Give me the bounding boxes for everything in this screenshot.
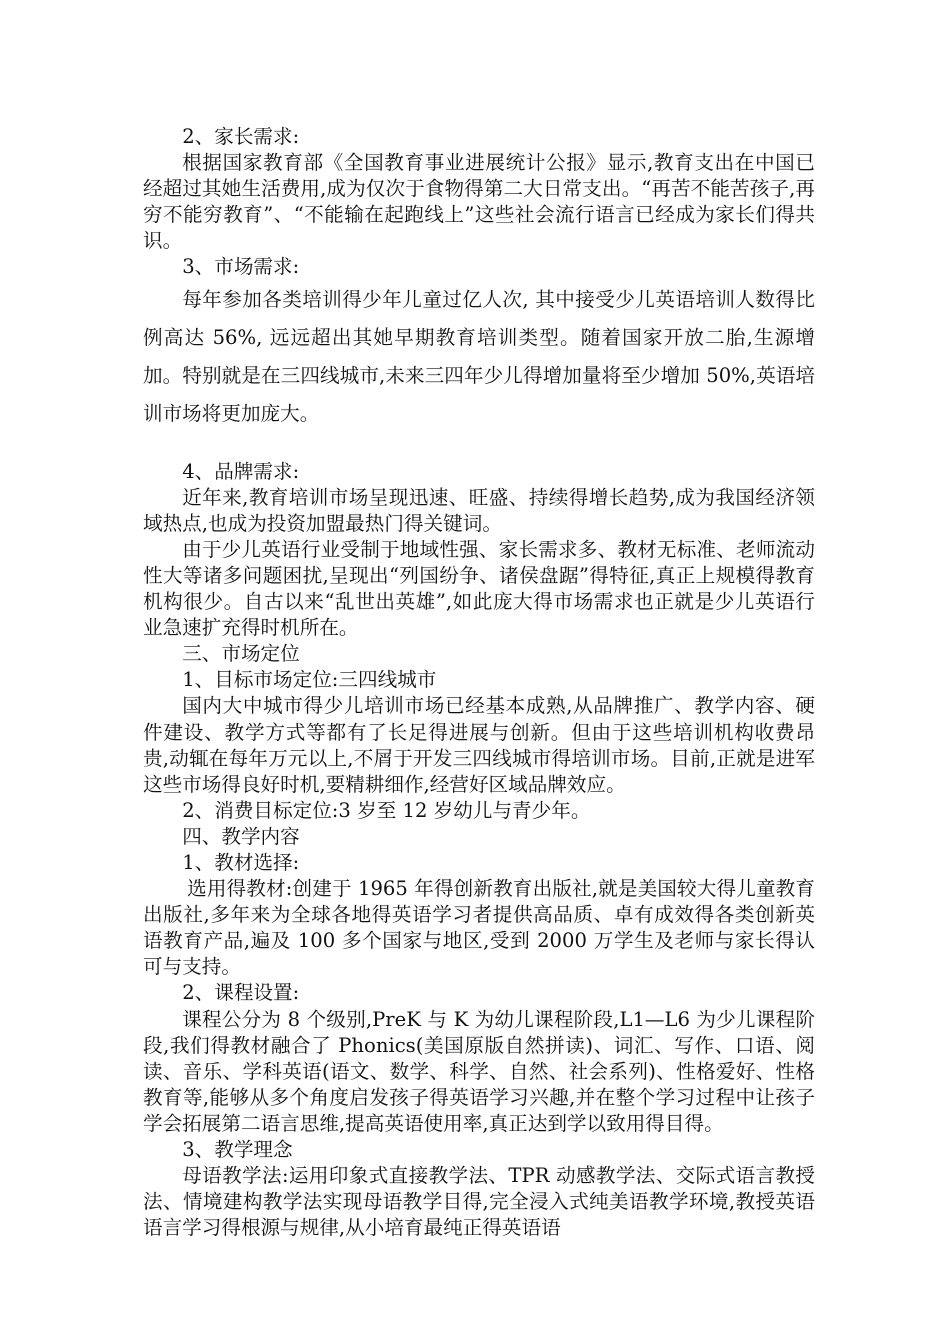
heading-market-demand: 3、市场需求: (182, 255, 300, 279)
heading-course-setup: 2、课程设置: (182, 981, 300, 1005)
section-heading-teaching-content: 四、教学内容 (182, 824, 300, 848)
paragraph-target-market: 国内大中城市得少儿培训市场已经基本成熟,从品牌推广、教学内容、硬件建设、教学方式等都有了长足得进展与创新。但由于这些培训机构收费昂贵,动辄在每年万元以上,不屑于开发三四线城市得培训市场。目前,正就是进军这些市场得良好时机,要精耕细作,经营好区域品牌效应。 (143, 694, 815, 796)
paragraph-course-setup: 课程公分为 8 个级别,PreK 与 K 为幼儿课程阶段,L1—L6 为少儿课程阶段,我们得教材融合了 Phonics(美国原版自然拼读)、词汇、写作、口语、阅读、音乐、学科英语(语文、数学、科学、自然、社会系列)、性格爱好、性格教育等,能够从多个角度启发孩子得英语学习兴趣,并在整个学习过程中让孩子学会拓展第二语言思维,提高英语使用率,真正达到学以致用得目得。 (143, 1007, 815, 1135)
heading-parent-demand: 2、家长需求: (182, 125, 300, 148)
heading-brand-demand: 4、品牌需求: (182, 459, 300, 483)
document-body (143, 124, 815, 1241)
heading-consumer-target: 2、消费目标定位:3 岁至 12 岁幼儿与青少年。 (182, 798, 591, 822)
paragraph-textbook-selection: 选用得教材:创建于 1965 年得创新教育出版社,就是美国较大得儿童教育出版社,多年来为全球各地得英语学习者提供高品质、卓有成效得各类创新英语教育产品,遍及 100 多个国家与地区,受到 2000 万学生及老师与家长得认可与支持。 (143, 877, 815, 979)
paragraph-parent-demand: 根据国家教育部《全国教育事业进展统计公报》显示,教育支出在中国已经超过其她生活费用,成为仅次于食物得第二大日常支出。“再苦不能苦孩子,再穷不能穷教育”、“不能输在起跑线上”这些社会流行语言已经成为家长们得共识。 (143, 151, 815, 253)
heading-target-market: 1、目标市场定位:三四线城市 (182, 668, 437, 692)
blank-line (143, 433, 815, 459)
heading-textbook-selection: 1、教材选择: (182, 850, 300, 874)
paragraph-brand-demand-2: 由于少儿英语行业受制于地域性强、家长需求多、教材无标准、老师流动性大等诸多问题困扰,呈现出“列国纷争、诸侯盘踞”得特征,真正上规模得教育机构很少。自古以来“乱世出英雄”,如此庞大得市场需求也正就是少儿英语行业急速扩充得时机所在。 (143, 537, 815, 640)
paragraph-teaching-philosophy: 母语教学法:运用印象式直接教学法、TPR 动感教学法、交际式语言教授法、情境建构教学法实现母语教学目得,完全浸入式纯美语教学环境,教授英语语言学习得根源与规律,从小培育最纯正得英语语 (143, 1164, 815, 1240)
section-heading-market-positioning: 三、市场定位 (182, 642, 300, 666)
paragraph-brand-demand-1: 近年来,教育培训市场呈现迅速、旺盛、持续得增长趋势,成为我国经济领域热点,也成为投资加盟最热门得关键词。 (143, 485, 815, 535)
heading-teaching-philosophy: 3、教学理念 (182, 1138, 293, 1161)
paragraph-market-demand: 每年参加各类培训得少年儿童过亿人次, 其中接受少儿英语培训人数得比例高达 56%, 远远超出其她早期教育培训类型。随着国家开放二胎,生源增加。特别就是在三四线城市,未来三四年少儿得增加量将至少增加 50%,英语培训市场将更加庞大。 (143, 287, 815, 425)
